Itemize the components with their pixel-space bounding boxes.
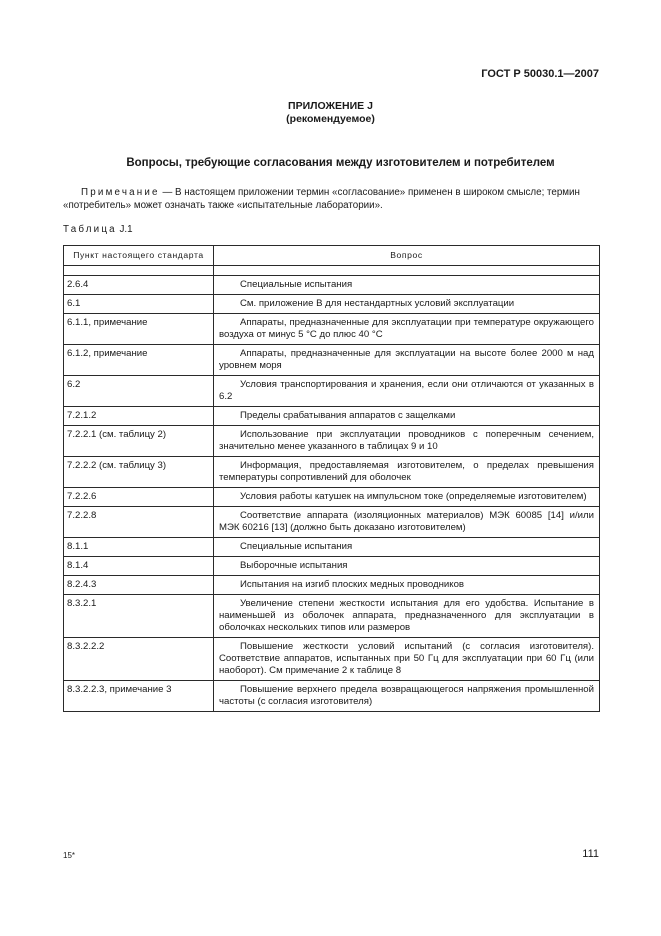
annex-title: ПРИЛОЖЕНИЕ J [288,100,373,112]
clause-cell: 7.2.1.2 [64,407,214,426]
clause-cell: 6.1 [64,295,214,314]
table-row [64,314,600,345]
sheet-mark: 15* [63,851,76,860]
clause-cell: 8.1.1 [64,538,214,557]
table-row [64,376,600,407]
table-spacer-row [64,266,600,276]
clause-cell: 2.6.4 [64,276,214,295]
clause-cell: 7.2.2.6 [64,488,214,507]
question-cell: Использование при эксплуатации проводников с поперечным сечением, значительно менее указанного в таблицах 9 и 10 [214,426,600,457]
table-row [64,576,600,595]
table-row [64,407,600,426]
table-row [64,457,600,488]
question-cell: Аппараты, предназначенные для эксплуатации на высоте более 2000 м над уровнем моря [214,345,600,376]
table-row [64,507,600,538]
table-row [64,345,600,376]
spacer-cell [64,266,214,276]
question-cell: Условия работы катушек на импульсном токе (определяемые изготовителем) [214,488,600,507]
question-cell: Аппараты, предназначенные для эксплуатации при температуре окружающего воздуха от минус 5 °С до плюс 40 °С [214,314,600,345]
clause-cell: 7.2.2.8 [64,507,214,538]
clause-cell: 8.1.4 [64,557,214,576]
annex-title-block [0,100,661,126]
clause-cell: 8.3.2.1 [64,595,214,638]
standard-code: ГОСТ Р 50030.1—2007 [481,68,599,80]
clause-cell: 8.3.2.2.3, примечание 3 [64,681,214,712]
table-caption [63,224,133,235]
annex-status: (рекомендуемое) [286,113,375,125]
note-text: — В настоящем приложении термин «согласование» применен в широком смысле; термин «потребитель» может означать также «испытательные лаборатории». [63,187,580,211]
requirements-table [63,245,600,712]
header-clause: Пункт настоящего стандарта [64,246,214,266]
question-cell: Повышение верхнего предела возвращающегося напряжения промышленной частоты (с согласия изготовителя) [214,681,600,712]
spacer-cell [214,266,600,276]
question-cell: Соответствие аппарата (изоляционных материалов) МЭК 60085 [14] и/или МЭК 60216 [13] (должно быть доказано изготовителем) [214,507,600,538]
section-heading: Вопросы, требующие согласования между изготовителем и потребителем [126,157,555,169]
table-caption-number: J.1 [116,224,133,235]
question-cell: Выборочные испытания [214,557,600,576]
note-label: Примечание [81,187,160,198]
table-row [64,595,600,638]
page-number: 111 [582,848,599,860]
table-row [64,538,600,557]
clause-cell: 6.2 [64,376,214,407]
clause-cell: 8.2.4.3 [64,576,214,595]
question-cell: Пределы срабатывания аппаратов с защелками [214,407,600,426]
table-header-row [64,246,600,266]
question-cell: Информация, предоставляемая изготовителем, о пределах превышения температуры сопротивлений для оболочек [214,457,600,488]
question-cell: Увеличение степени жесткости испытания для его удобства. Испытание в наименьшей из оболочек аппарата, предназначенного для эксплуатации в оболочках нескольких типов или размеров [214,595,600,638]
clause-cell: 8.3.2.2.2 [64,638,214,681]
table-row [64,295,600,314]
question-cell: Специальные испытания [214,276,600,295]
table-row [64,557,600,576]
table-row [64,276,600,295]
header-question: Вопрос [214,246,600,266]
question-cell: Испытания на изгиб плоских медных проводников [214,576,600,595]
table-row [64,638,600,681]
question-cell: Повышение жесткости условий испытаний (с согласия изготовителя). Соответствие аппаратов, испытанных при 50 Гц для эксплуатации при 60 Гц (или наоборот). См примечание 2 к таблице 8 [214,638,600,681]
table-row [64,488,600,507]
table-row [64,426,600,457]
clause-cell: 6.1.1, примечание [64,314,214,345]
table-caption-label: Таблица [63,224,117,235]
note-paragraph [63,186,599,212]
question-cell: См. приложение В для нестандартных условий эксплуатации [214,295,600,314]
table-row [64,681,600,712]
question-cell: Специальные испытания [214,538,600,557]
clause-cell: 7.2.2.1 (см. таблицу 2) [64,426,214,457]
clause-cell: 7.2.2.2 (см. таблицу 3) [64,457,214,488]
clause-cell: 6.1.2, примечание [64,345,214,376]
question-cell: Условия транспортирования и хранения, если они отличаются от указанных в 6.2 [214,376,600,407]
